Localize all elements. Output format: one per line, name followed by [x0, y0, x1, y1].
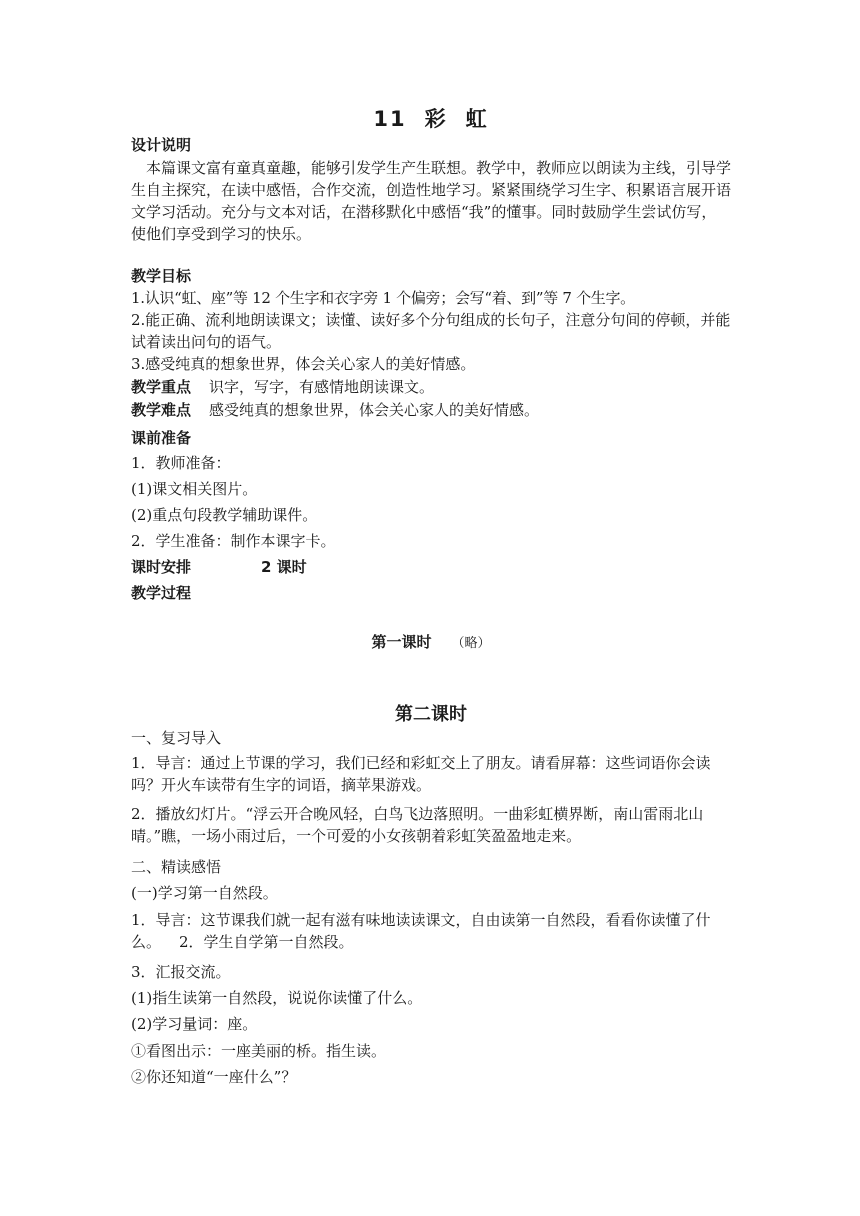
prep-item-2: (1)课文相关图片。: [131, 480, 258, 498]
schedule-value: 2 课时: [261, 558, 307, 576]
difficulty-label: 教学难点: [131, 401, 192, 419]
prep-item-3: (2)重点句段教学辅助课件。: [131, 506, 318, 524]
goal-2: 2.能正确、流利地朗读课文；读懂、读好多个分句组成的长句子，注意分句间的停顿，并能试着读出问句的语气。: [131, 311, 731, 351]
reading-item-3-2-b: ②你还知道“一座什么”？: [131, 1068, 297, 1086]
goals-heading: 教学目标: [131, 267, 192, 285]
difficulty-text: 感受纯真的想象世界，体会关心家人的美好情感。: [209, 401, 540, 419]
reading-item-1a: 1．导言：这节课我们就一起有滋有味地读读课文，自由读第一自然段，看看你读懂了什么。: [131, 911, 711, 951]
page-title: [131, 103, 731, 133]
design-heading: 设计说明: [131, 136, 192, 154]
key-point-text: 识字，写字，有感情地朗读课文。: [209, 378, 435, 396]
difficulty-line: [131, 399, 731, 421]
reading-item-1: [131, 909, 731, 953]
title-char-1: 彩: [424, 107, 448, 131]
section-reading: 二、精读感悟: [131, 858, 222, 876]
reading-item-3: 3．汇报交流。: [131, 963, 231, 981]
reading-item-3-2-a: ①看图出示：一座美丽的桥。指生读。: [131, 1042, 387, 1060]
review-item-2: 2．播放幻灯片。“浮云开合晚风轻，白鸟飞边落照明。一曲彩虹横界断，南山雷雨北山晴。”瞧，一场小雨过后，一个可爱的小女孩朝着彩虹笑盈盈地走来。: [131, 805, 704, 845]
lesson-number: 11: [373, 107, 407, 131]
key-point-line: [131, 376, 731, 398]
review-item-1: 1．导言：通过上节课的学习，我们已经和彩虹交上了朋友。请看屏幕：这些词语你会读吗？开火车读带有生字的词语，摘苹果游戏。: [131, 754, 711, 794]
lesson1-line: [131, 631, 731, 652]
goal-1: 1.认识“虹、座”等 12 个生字和衣字旁 1 个偏旁；会写“着、到”等 7 个生字。: [131, 289, 635, 307]
prep-heading: 课前准备: [131, 429, 192, 447]
title-char-2: 虹: [465, 107, 489, 131]
goal-3: 3.感受纯真的想象世界，体会关心家人的美好情感。: [131, 355, 476, 373]
prep-item-4: 2．学生准备：制作本课字卡。: [131, 532, 336, 550]
lesson2-title: 第二课时: [395, 704, 467, 725]
process-heading: 教学过程: [131, 584, 192, 602]
schedule-label: 课时安排: [131, 558, 192, 576]
lesson1-title: 第一课时: [371, 633, 432, 651]
key-point-label: 教学重点: [131, 378, 192, 396]
reading-item-1b: 2．学生自学第一自然段。: [179, 933, 354, 951]
subsection-paragraph-1: (一)学习第一自然段。: [131, 884, 278, 902]
reading-item-3-2: (2)学习量词：座。: [131, 1015, 258, 1033]
lesson1-note: （略）: [451, 636, 491, 651]
section-review: 一、复习导入: [131, 729, 222, 747]
schedule-line: [131, 556, 307, 577]
design-paragraph: 本篇课文富有童真童趣，能够引发学生产生联想。教学中，教师应以朗读为主线，引导学生自主探究，在读中感悟，合作交流，创造性地学习。紧紧围绕学习生字、积累语言展开语文学习活动。充分与文本对话，在潜移默化中感悟“我”的懂事。同时鼓励学生尝试仿写，使他们享受到学习的快乐。: [131, 159, 732, 243]
prep-item-1: 1．教师准备：: [131, 454, 231, 472]
reading-item-3-1: (1)指生读第一自然段，说说你读懂了什么。: [131, 989, 423, 1007]
